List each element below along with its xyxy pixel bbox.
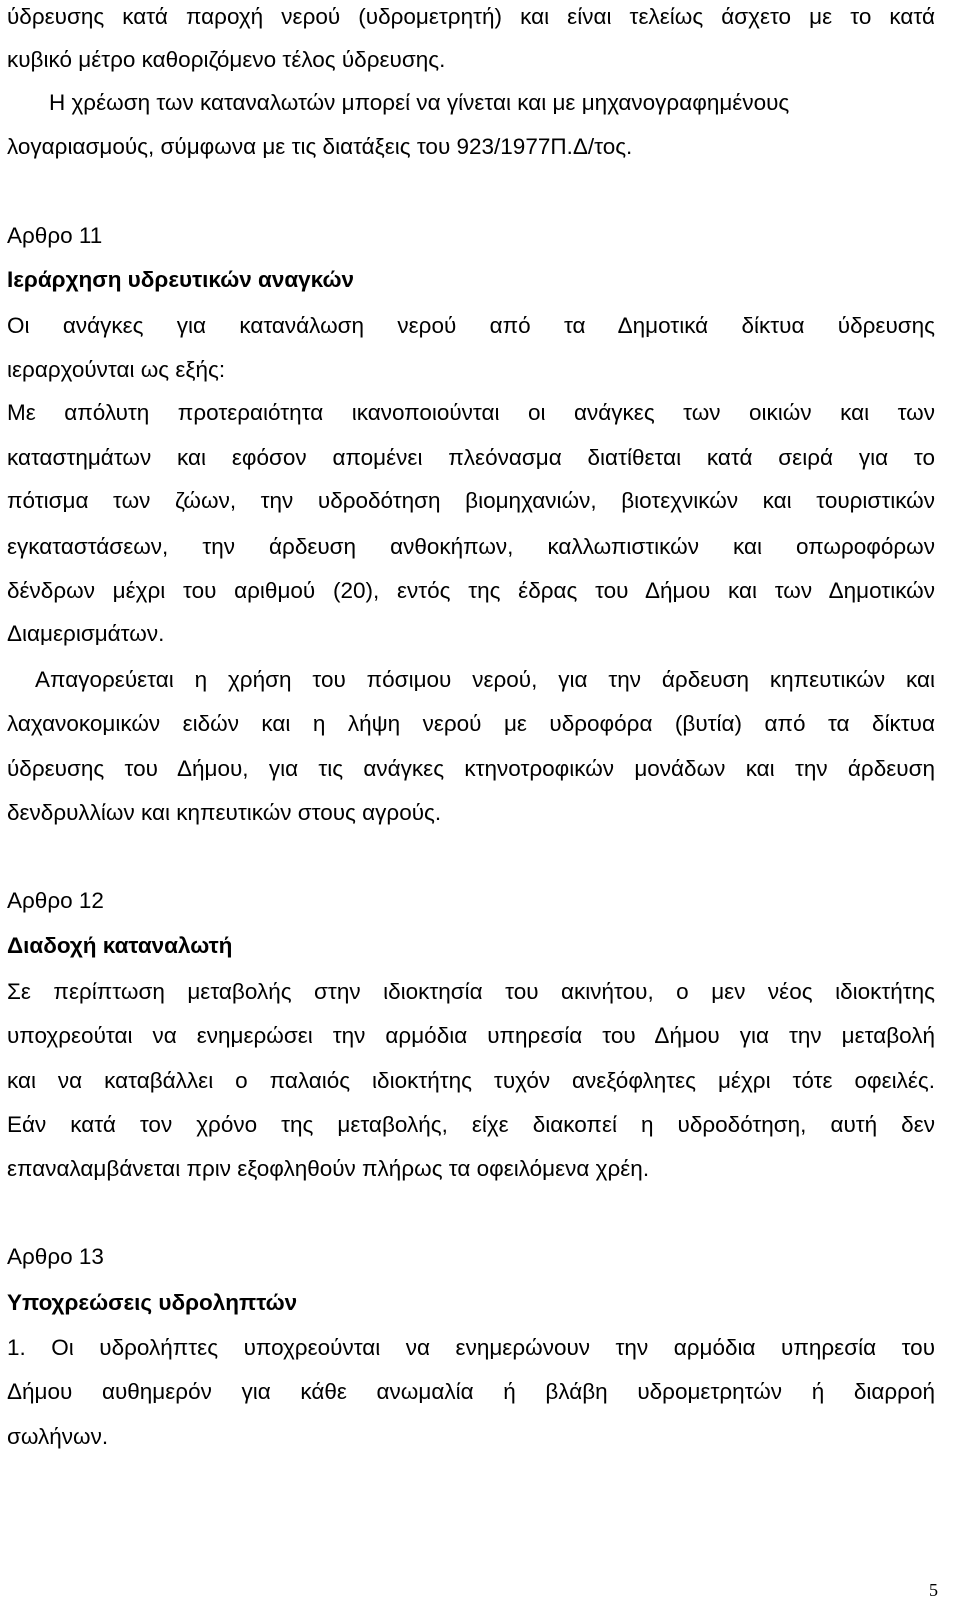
article-11-p3-line-1: Απαγορεύεται η χρήση του πόσιμου νερού, για την άρδευση κηπευτικών και — [35, 667, 935, 692]
page-number: 5 — [929, 1580, 938, 1600]
article-11-p3-line-2: λαχανοκομικών ειδών και η λήψη νερού με υδροφόρα (βυτία) από τα δίκτυα — [7, 711, 935, 736]
intro-line-3: Η χρέωση των καταναλωτών μπορεί να γίνεται και με μηχανογραφημένους — [49, 90, 790, 115]
article-11-p3-line-3: ύδρευσης του Δήμου, για τις ανάγκες κτηνοτροφικών μονάδων και την άρδευση — [7, 756, 935, 781]
article-11-title: Ιεράρχηση υδρευτικών αναγκών — [7, 267, 354, 292]
article-12-p1-line-1: Σε περίπτωση μεταβολής στην ιδιοκτησία του ακινήτου, ο μεν νέος ιδιοκτήτης — [7, 979, 935, 1004]
article-12-p1-line-4: Εάν κατά τον χρόνο της μεταβολής, είχε διακοπεί η υδροδότηση, αυτή δεν — [7, 1112, 935, 1137]
article-12-p1-line-5: επαναλαμβάνεται πριν εξοφληθούν πλήρως τα οφειλόμενα χρέη. — [7, 1156, 650, 1181]
article-11-p2-line-2: καταστημάτων και εφόσον απομένει πλεόνασμα διατίθεται κατά σειρά για το — [7, 445, 935, 470]
article-11-p3-line-4: δενδρυλλίων και κηπευτικών στους αγρούς. — [7, 800, 442, 825]
article-12-heading: Αρθρο 12 — [7, 888, 104, 913]
article-11-p2-line-6: Διαμερισμάτων. — [7, 621, 165, 646]
article-11-p2-line-5: δένδρων μέχρι του αριθμού (20), εντός της έδρας του Δήμου και των Δημοτικών — [7, 578, 935, 603]
article-13-heading: Αρθρο 13 — [7, 1244, 104, 1269]
intro-line-2: κυβικό μέτρο καθοριζόμενο τέλος ύδρευσης. — [7, 47, 446, 72]
article-11-p2-line-3: πότισμα των ζώων, την υδροδότηση βιομηχανιών, βιοτεχνικών και τουριστικών — [7, 488, 935, 513]
article-11-heading: Αρθρο 11 — [7, 223, 103, 248]
article-12-p1-line-3: και να καταβάλλει ο παλαιός ιδιοκτήτης τυχόν ανεξόφλητες μέχρι τότε οφειλές. — [7, 1068, 935, 1093]
article-13-title: Υποχρεώσεις υδροληπτών — [7, 1290, 298, 1315]
article-11-p2-line-1: Με απόλυτη προτεραιότητα ικανοποιούνται οι ανάγκες των οικιών και των — [7, 400, 935, 425]
article-13-p1-line-2: Δήμου αυθημερόν για κάθε ανωμαλία ή βλάβη υδρομετρητών ή διαρροή — [7, 1379, 935, 1404]
intro-line-1: ύδρευσης κατά παροχή νερού (υδρομετρητή) και είναι τελείως άσχετο με το κατά — [7, 4, 935, 29]
article-11-p1-line-1: Οι ανάγκες για κατανάλωση νερού από τα Δημοτικά δίκτυα ύδρευσης — [7, 313, 935, 338]
article-11-p1-line-2: ιεραρχούνται ως εξής: — [7, 357, 226, 382]
intro-line-4: λογαριασμούς, σύμφωνα με τις διατάξεις του 923/1977Π.Δ/τος. — [7, 134, 633, 159]
article-13-p1-line-3: σωλήνων. — [7, 1424, 109, 1449]
article-12-title: Διαδοχή καταναλωτή — [7, 933, 233, 958]
article-12-p1-line-2: υποχρεούται να ενημερώσει την αρμόδια υπηρεσία του Δήμου για την μεταβολή — [7, 1023, 935, 1048]
article-11-p2-line-4: εγκαταστάσεων, την άρδευση ανθοκήπων, καλλωπιστικών και οπωροφόρων — [7, 534, 935, 559]
article-13-p1-line-1: 1. Οι υδρολήπτες υποχρεούνται να ενημερώνουν την αρμόδια υπηρεσία του — [7, 1335, 935, 1360]
